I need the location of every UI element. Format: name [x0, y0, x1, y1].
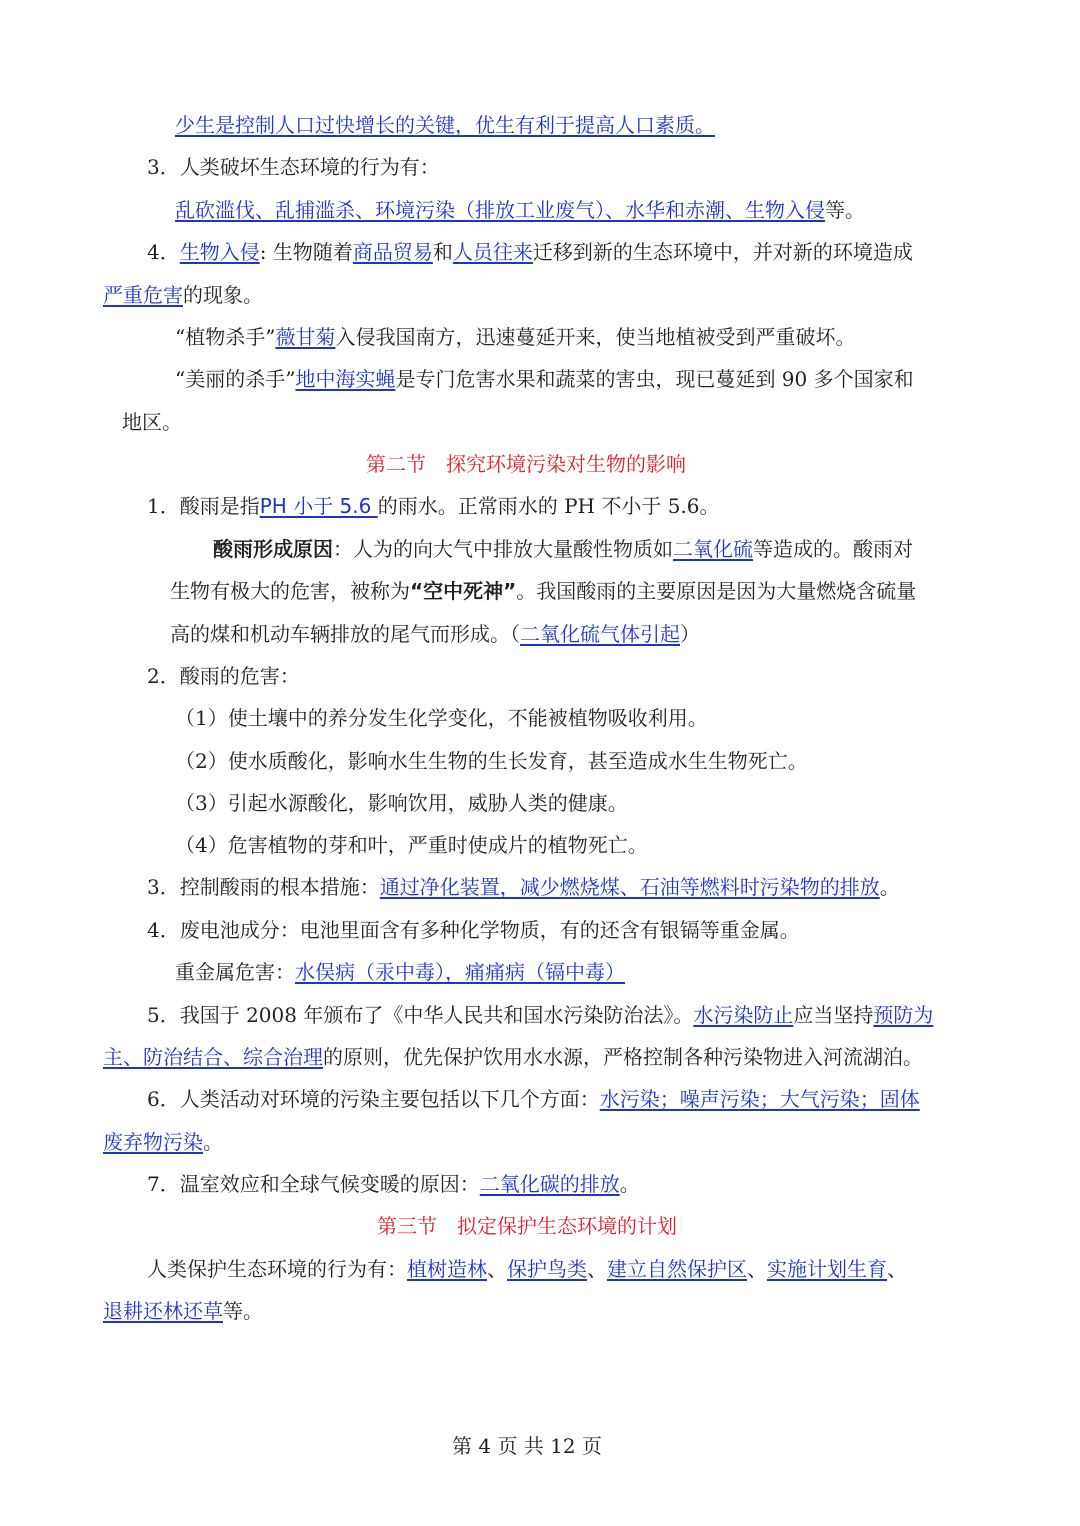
item-3-label: 3．人类破坏生态环境的行为有：	[147, 155, 440, 179]
page-footer: 第 4 页 共 12 页	[452, 1434, 602, 1458]
highlight-text: 少生是控制人口过快增长的关键，优生有利于提高人口素质。	[175, 113, 715, 137]
section-3-title: 第三节 拟定保护生态环境的计划	[377, 1214, 677, 1238]
acid-rain-harm-label: 2．酸雨的危害：	[147, 664, 300, 688]
acid-rain-cause-2: 生物有极大的危害，被称为“空中死神”。我国酸雨的主要原因是因为大量燃烧含硫量	[170, 579, 917, 603]
water-law-line-2: 主、防治结合、综合治理的原则，优先保护饮用水水源，严格控制各种污染物进入河流湖泊。	[103, 1045, 923, 1069]
intro-line	[175, 111, 715, 139]
acid-rain-cause-3: 高的煤和机动车辆排放的尾气而形成。（二氧化硫气体引起）	[170, 622, 700, 646]
water-law-line-1: 5．我国于 2008 年颁布了《中华人民共和国水污染防治法》。水污染防止应当坚持预防为	[147, 1003, 934, 1027]
item-3-answer: 乱砍滥伐、乱捕滥杀、环境污染（排放工业废气）、水华和赤潮、生物入侵等。	[175, 198, 865, 222]
protection-line-1: 人类保护生态环境的行为有：植树造林、保护鸟类、建立自然保护区、实施计划生育、	[147, 1257, 907, 1281]
pollution-types-line-1: 6．人类活动对环境的污染主要包括以下几个方面：水污染；噪声污染；大气污染；固体	[147, 1087, 920, 1111]
item-4-line-1: 4．生物入侵: 生物随着商品贸易和人员往来迁移到新的生态环境中，并对新的环境造成	[147, 240, 913, 264]
harm-item: （1）使土壤中的养分发生化学变化，不能被植物吸收利用。	[175, 706, 708, 730]
section-2-title: 第二节 探究环境污染对生物的影响	[366, 452, 686, 476]
acid-rain-control: 3．控制酸雨的根本措施：通过净化装置，减少燃烧煤、石油等燃料时污染物的排放。	[147, 875, 900, 899]
example-beautiful-killer-cont: 地区。	[122, 410, 182, 434]
heavy-metal-harm: 重金属危害：水俣病（汞中毒），痛痛病（镉中毒）	[175, 960, 625, 984]
item-acid-rain-def: 1．酸雨是指PH 小于 5.6 的雨水。正常雨水的 PH 不小于 5.6。	[147, 494, 720, 518]
pollution-types-line-2: 废弃物污染。	[103, 1130, 223, 1154]
example-beautiful-killer: “美丽的杀手”地中海实蝇是专门危害水果和蔬菜的害虫，现已蔓延到 90 多个国家和	[175, 367, 914, 391]
harm-item: （2）使水质酸化，影响水生生物的生长发育，甚至造成水生生物死亡。	[175, 749, 808, 773]
protection-line-2: 退耕还林还草等。	[103, 1299, 263, 1323]
example-plant-killer: “植物杀手”薇甘菊入侵我国南方，迅速蔓延开来，使当地植被受到严重破坏。	[175, 325, 856, 349]
greenhouse-cause: 7．温室效应和全球气候变暖的原因：二氧化碳的排放。	[147, 1172, 640, 1196]
item-4-line-2: 严重危害的现象。	[103, 283, 263, 307]
battery-composition: 4．废电池成分：电池里面含有多种化学物质，有的还含有银镉等重金属。	[147, 918, 800, 942]
harm-item: （3）引起水源酸化，影响饮用，威胁人类的健康。	[175, 791, 628, 815]
acid-rain-cause-1: 酸雨形成原因：人为的向大气中排放大量酸性物质如二氧化硫等造成的。酸雨对	[213, 537, 913, 561]
harm-item: （4）危害植物的芽和叶，严重时使成片的植物死亡。	[175, 833, 648, 857]
